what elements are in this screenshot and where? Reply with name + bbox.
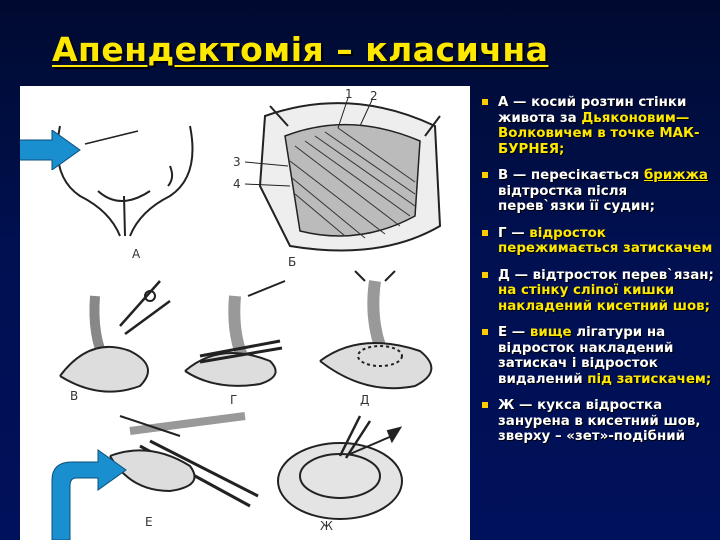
surgery-illustration	[20, 86, 470, 540]
bullet-highlight: на стінку сліпої кишки накладений кисетний шов;	[498, 283, 710, 314]
bullet-marker-icon	[482, 172, 488, 178]
figure-label-1: 1	[345, 87, 353, 101]
figure-label-d: Д	[360, 393, 370, 407]
bullet-item	[478, 226, 714, 257]
figure-zh-stump	[278, 416, 402, 519]
bullet-marker-icon	[482, 329, 488, 335]
bullet-text: відтростка після перев`язки її судин;	[498, 183, 655, 214]
slide-title: Апендектомія – класична	[52, 30, 549, 69]
bullet-highlight: брижжа	[643, 168, 708, 183]
bullet-highlight: під затискачем;	[587, 371, 712, 387]
bullet-highlight: відросток пережимається затискачем	[498, 225, 713, 256]
bullet-text: А — косий розтин стінки живота за	[498, 95, 687, 126]
bullet-text: Ж — кукса відростка занурена в кисетний шов, зверху – «зет»-подібний	[498, 398, 701, 444]
bullet-text: В — пересікається	[498, 168, 644, 183]
bullet-item	[478, 168, 714, 215]
bullet-highlight: вище	[529, 325, 577, 340]
bullet-marker-icon	[482, 402, 488, 408]
figure-b-incision	[245, 98, 440, 251]
figure-g-clamp	[185, 281, 285, 386]
figure-label-2: 2	[370, 89, 378, 103]
bullet-highlight: Дьяконовим—Волковичем в точке МАК-БУРНЕЯ;	[498, 110, 700, 157]
curved-arrow-icon	[40, 448, 130, 540]
bullet-list	[478, 95, 714, 456]
bullet-text: лігатури на відросток накладений затискач і відросток видалений	[498, 325, 674, 387]
bullet-marker-icon	[482, 99, 488, 105]
bullet-item	[478, 398, 714, 445]
figure-label-zh: Ж	[320, 519, 333, 533]
figure-v-mesentery	[60, 281, 170, 392]
bullet-marker-icon	[482, 230, 488, 236]
bullet-item	[478, 268, 714, 315]
bullet-text: Е —	[498, 325, 530, 340]
arrow-right-icon	[20, 130, 84, 170]
bullet-marker-icon	[482, 272, 488, 278]
figure-label-4: 4	[233, 177, 241, 191]
bullet-item	[478, 95, 714, 157]
figure-label-b: Б	[288, 255, 297, 269]
figure-label-a: А	[132, 247, 141, 261]
figure-label-v: В	[70, 389, 79, 403]
figure-d-purse-string	[320, 271, 431, 388]
bullet-text: Г —	[498, 225, 530, 241]
bullet-text: Д — відтросток перев`язан;	[498, 267, 714, 283]
figure-e-removal	[110, 416, 258, 506]
bullet-item	[478, 325, 714, 387]
figure-label-3: 3	[233, 155, 241, 169]
figure-label-g: Г	[230, 393, 238, 407]
figure-label-e: Е	[145, 515, 153, 529]
